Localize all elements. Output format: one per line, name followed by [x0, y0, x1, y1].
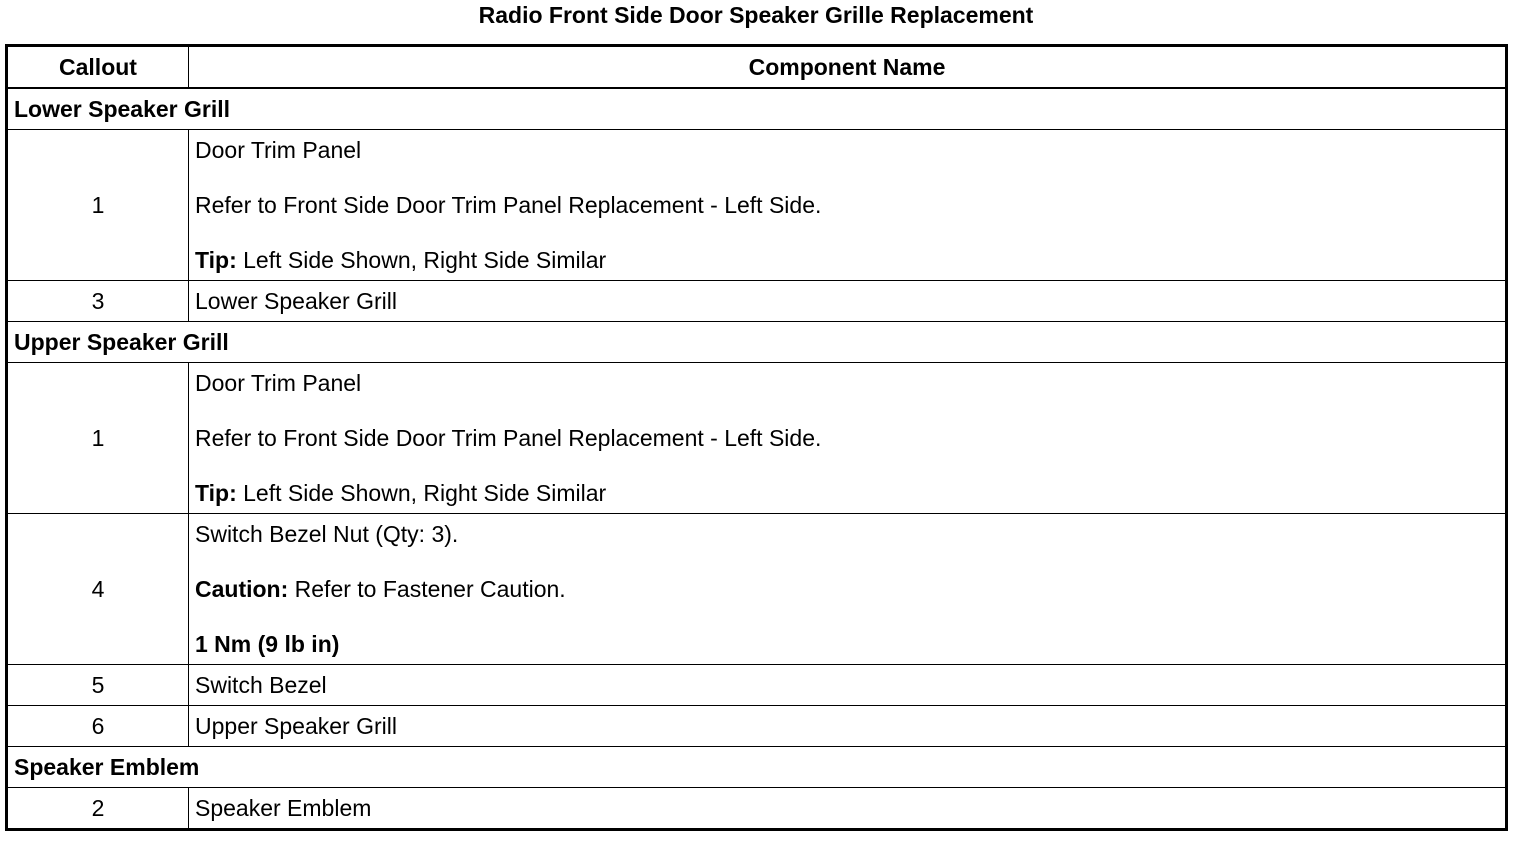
component-name: Door Trim Panel: [195, 370, 362, 396]
section-title: Upper Speaker Grill: [7, 322, 1507, 363]
component-name-column-header: Component Name: [189, 46, 1507, 89]
component-cell: [189, 363, 1507, 514]
component-name: Speaker Emblem: [189, 788, 1507, 830]
tip-text: Left Side Shown, Right Side Similar: [236, 480, 607, 506]
component-name: Switch Bezel: [189, 665, 1507, 706]
callout-cell: 1: [7, 363, 189, 514]
reference-text: Refer to Front Side Door Trim Panel Replacement - Left Side.: [195, 192, 822, 218]
callout-cell: 5: [7, 665, 189, 706]
callout-cell: 2: [7, 788, 189, 830]
callout-cell: 1: [7, 130, 189, 281]
table-row: [7, 706, 1507, 747]
tip-label: Tip:: [195, 480, 237, 506]
caution-text: Refer to Fastener Caution.: [288, 576, 566, 602]
callout-cell: 6: [7, 706, 189, 747]
table-row: [7, 130, 1507, 281]
section-row-upper-speaker-grill: [7, 322, 1507, 363]
callout-cell: 3: [7, 281, 189, 322]
component-name: Switch Bezel Nut (Qty: 3).: [195, 521, 459, 547]
section-title: Lower Speaker Grill: [7, 88, 1507, 130]
component-cell: [189, 514, 1507, 665]
reference-text: Refer to Front Side Door Trim Panel Replacement - Left Side.: [195, 425, 822, 451]
tip-text: Left Side Shown, Right Side Similar: [236, 247, 607, 273]
caution-note: [195, 576, 1499, 602]
component-name: Upper Speaker Grill: [189, 706, 1507, 747]
section-title: Speaker Emblem: [7, 747, 1507, 788]
tip-note: [195, 480, 1499, 506]
component-name: Door Trim Panel: [195, 137, 362, 163]
table-header-row: [7, 46, 1507, 89]
table-row: [7, 514, 1507, 665]
callout-cell: 4: [7, 514, 189, 665]
tip-label: Tip:: [195, 247, 237, 273]
document-title: Radio Front Side Door Speaker Grille Replacement: [478, 2, 1034, 28]
table-row: [7, 363, 1507, 514]
component-name: Lower Speaker Grill: [189, 281, 1507, 322]
caution-label: Caution:: [195, 576, 289, 602]
section-row-lower-speaker-grill: [7, 88, 1507, 130]
component-cell: [189, 130, 1507, 281]
callout-column-header: Callout: [7, 46, 189, 89]
section-row-speaker-emblem: [7, 747, 1507, 788]
tip-note: [195, 247, 1499, 273]
table-row: [7, 788, 1507, 830]
torque-spec: 1 Nm (9 lb in): [195, 631, 340, 657]
table-row: [7, 281, 1507, 322]
components-table: [5, 44, 1508, 831]
table-row: [7, 665, 1507, 706]
